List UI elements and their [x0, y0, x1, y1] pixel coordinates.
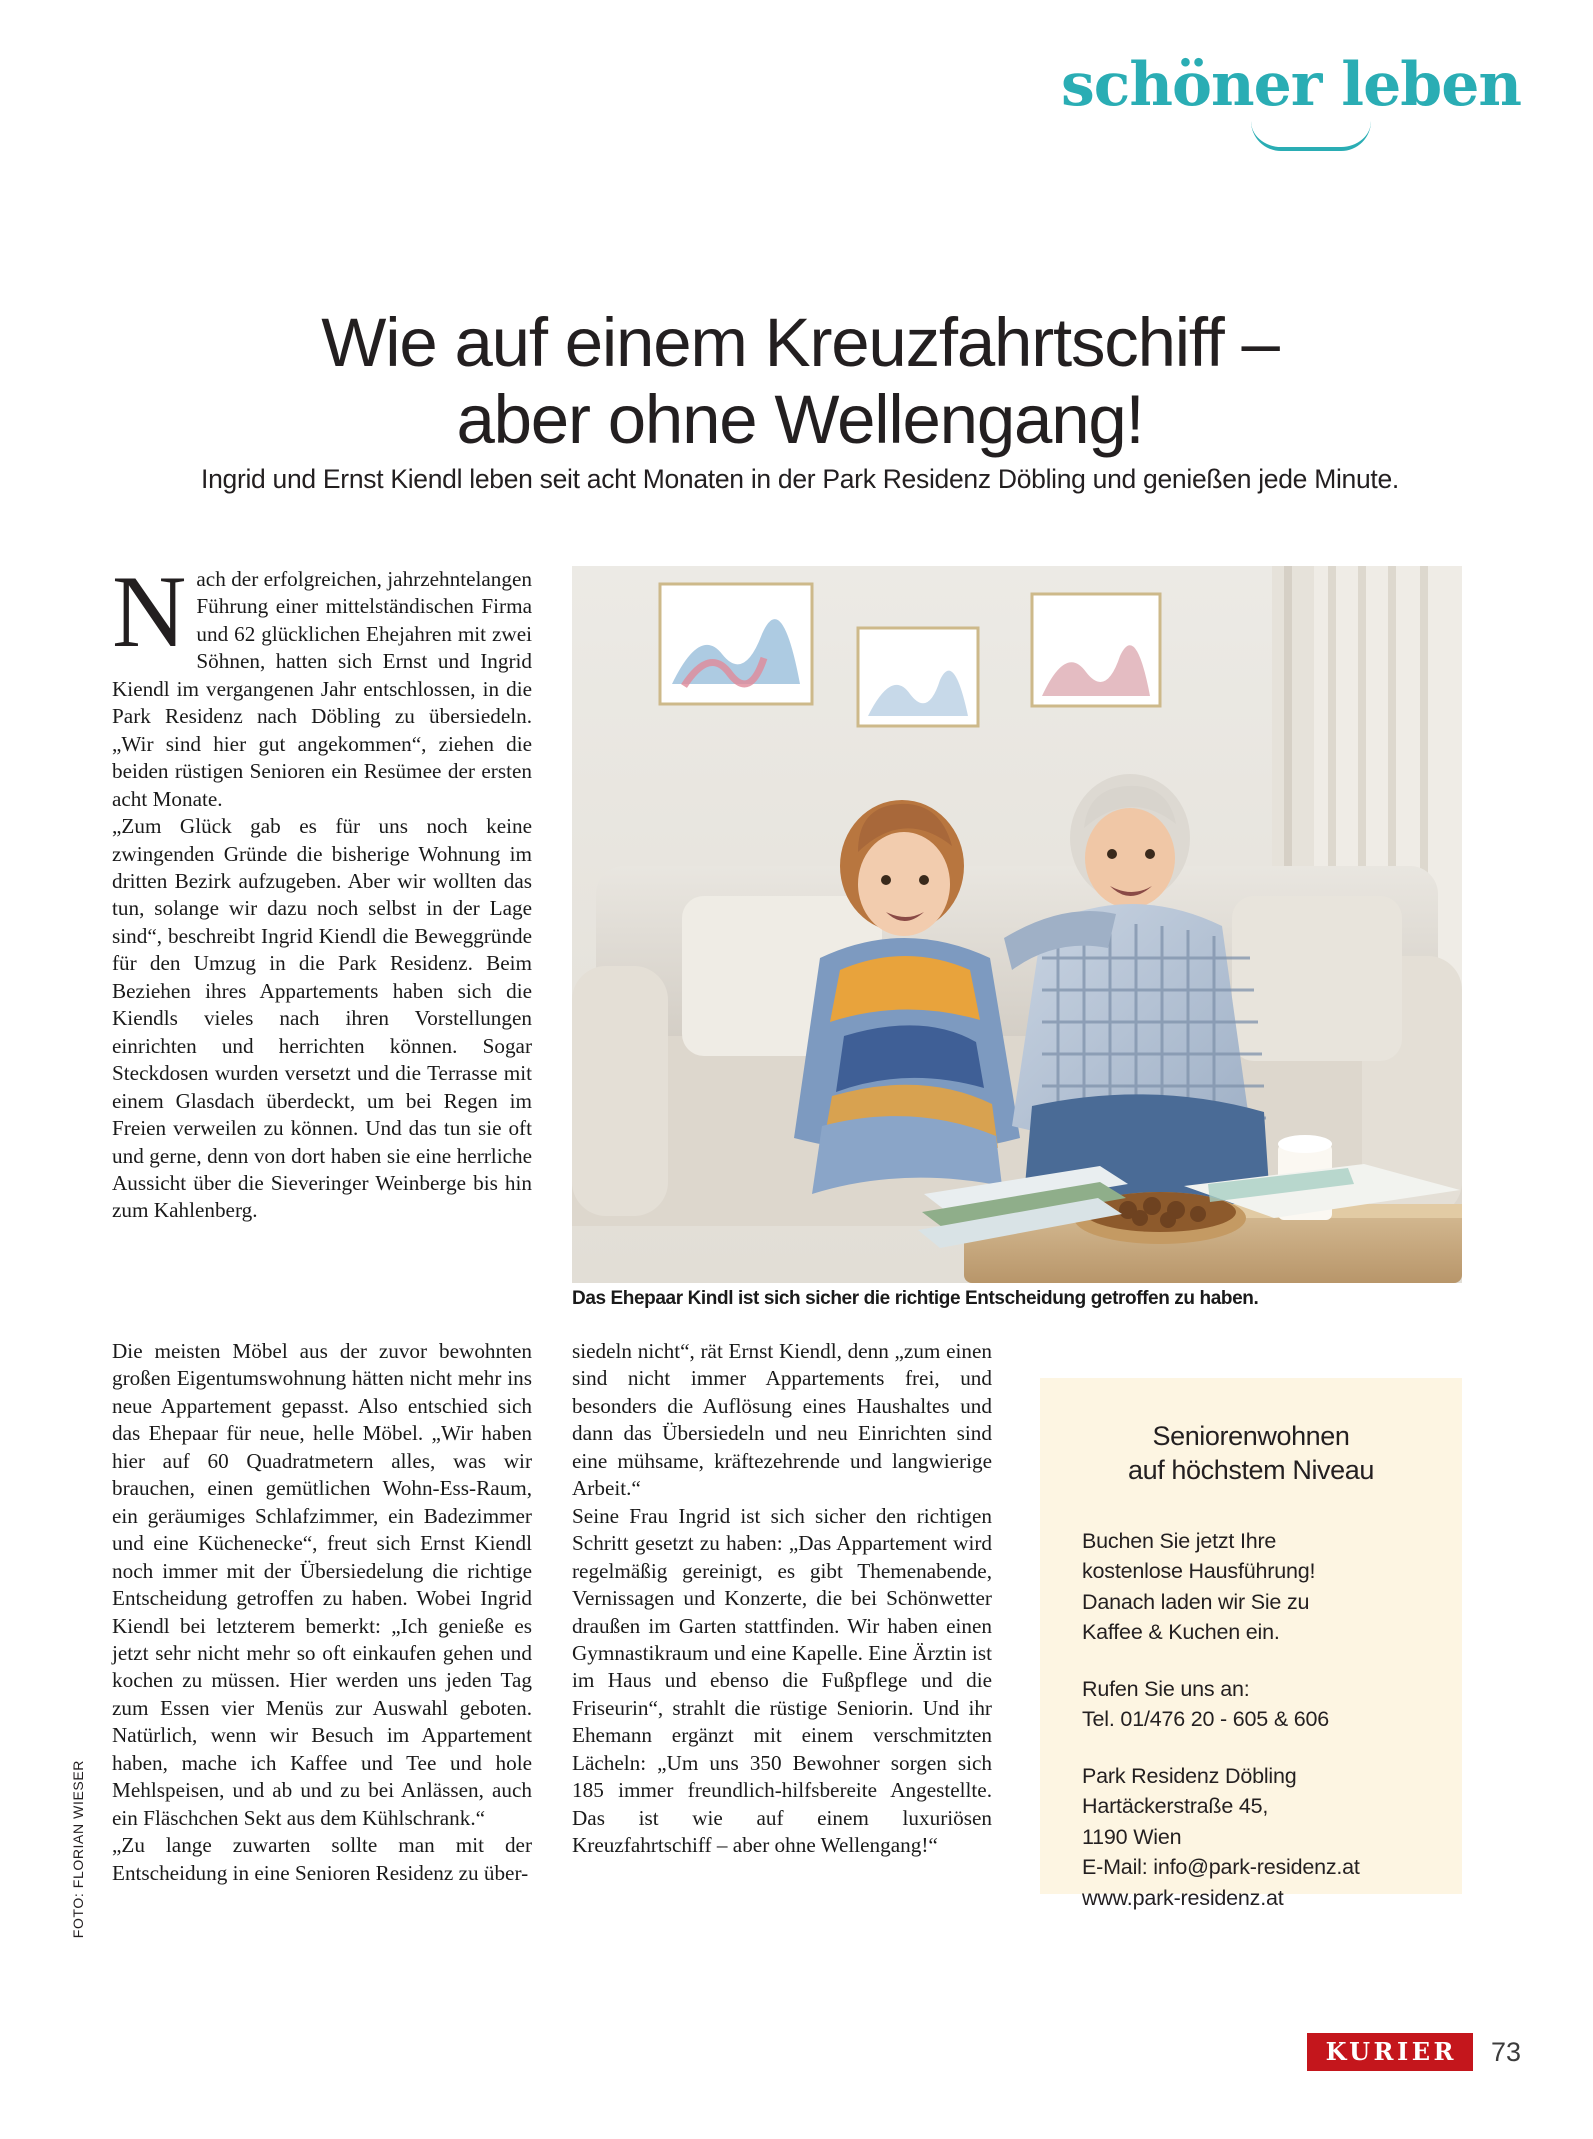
- article-paragraph: Die meisten Möbel aus der zuvor bewohnten großen Eigentumswohnung hätten nicht mehr ins neue Appartement gepasst. Also entschied sich das Ehepaar für neue, helle Möbel. „Wir haben hier auf 60 Quadratmetern alles, was wir brauchen, einen gemütlichen Wohn-Ess-Raum, ein geräumiges Schlafzimmer, ein Badezimmer und eine Küchenecke“, freut sich Ernst Kiendl noch immer mit der Übersiedelung die richtige Entscheidung getroffen zu haben. Wobei Ingrid Kiendl bei letzterem bemerkt: „Ich genieße es jetzt sehr nicht mehr so oft einkaufen gehen und kochen zu müssen. Hier werden uns jeden Tag zum Essen vier Menüs zur Auswahl geboten. Natürlich, wenn wir Besuch im Appartement haben, mache ich Kaffee und Tee und hole Mehlspeisen, und ab und zu bei Anlässen, auch ein Fläschchen Sekt aus dem Kühlschrank.“: [112, 1339, 532, 1830]
- promo-line-1: Buchen Sie jetzt Ihre: [1082, 1528, 1277, 1553]
- page-number: 73: [1490, 2036, 1521, 2067]
- page-footer: [1307, 2033, 1521, 2071]
- headline-line-1: Wie auf einem Kreuzfahrtschiff –: [321, 304, 1279, 382]
- info-box: [1040, 1378, 1462, 1910]
- promo-line-2: kostenlose Hausführung!: [1082, 1559, 1316, 1584]
- kurier-logo: KURIER: [1307, 2033, 1473, 2071]
- phone-label: Rufen Sie uns an:: [1082, 1676, 1250, 1701]
- phone-number[interactable]: Tel. 01/476 20 - 605 & 606: [1082, 1707, 1330, 1732]
- info-box-title: [1040, 1420, 1462, 1488]
- article-column-1-lower: [112, 1338, 532, 1887]
- masthead: [1051, 50, 1521, 145]
- info-box-address: [1082, 1761, 1462, 1914]
- article-column-2: [572, 1338, 992, 1860]
- page-title: [110, 304, 1490, 459]
- info-box-body: [1082, 1526, 1462, 1914]
- info-box-promo: [1082, 1526, 1462, 1648]
- email-link[interactable]: E-Mail: info@park-residenz.at: [1082, 1855, 1360, 1880]
- promo-line-4: Kaffee & Kuchen ein.: [1082, 1620, 1280, 1645]
- website-link[interactable]: www.park-residenz.at: [1082, 1885, 1284, 1910]
- article-photo: [572, 566, 1462, 1283]
- article-paragraph: „Zu lange zuwarten sollte man mit der Entscheidung in eine Senioren Residenz zu über-: [112, 1833, 532, 1885]
- address-city: 1190 Wien: [1082, 1824, 1182, 1849]
- info-box-title-line-1: Seniorenwohnen: [1152, 1421, 1350, 1451]
- promo-line-3: Danach laden wir Sie zu: [1082, 1589, 1310, 1614]
- address-street: Hartäckerstraße 45,: [1082, 1794, 1269, 1819]
- article-paragraph: siedeln nicht“, rät Ernst Kiendl, denn „zum einen sind nicht immer Appartements frei, und besonders die Auflösung eines Haushaltes und dann das Übersiedeln und neu Einrichten sind eine mühsame, kräftezehrende und langwierige Arbeit.“: [572, 1339, 992, 1501]
- info-box-title-line-2: auf höchstem Niveau: [1127, 1454, 1375, 1485]
- article-column-1: [112, 555, 532, 1225]
- info-box-phone: [1082, 1674, 1462, 1735]
- drop-cap: N: [112, 555, 187, 669]
- article-paragraph: Seine Frau Ingrid ist sich sicher den richtigen Schritt gesetzt zu haben: „Das Appartement wird regelmäßig gereinigt, es gibt Themenabende, Vernissagen und Konzerte, die bei Schönwetter draußen im Garten stattfinden. Wir haben einen Gymnastikraum und eine Kapelle. Eine Ärztin ist im Haus und ebenso die Fußpflege und die Friseurin“, strahlt die rüstige Seniorin. Und ihr Ehemann ergänzt mit einem verschmitzten Lächeln: „Um uns 350 Bewohner sorgen sich 185 immer freundlich-hilfsbereite Angestellte. Das ist wie auf einem luxuriösen Kreuzfahrtschiff – aber ohne Wellengang!“: [572, 1503, 992, 1858]
- photo-credit: FOTO: FLORIAN WIESER: [70, 1760, 86, 1939]
- headline-line-2: aber ohne Wellengang!: [456, 381, 1144, 459]
- subheadline: Ingrid und Ernst Kiendl leben seit acht Monaten in der Park Residenz Döbling und genießen jede Minute.: [201, 464, 1399, 494]
- photo-caption: Das Ehepaar Kindl ist sich sicher die richtige Entscheidung getroffen zu haben.: [572, 1288, 1259, 1309]
- masthead-title: schöner leben: [1061, 50, 1521, 120]
- address-name: Park Residenz Döbling: [1082, 1763, 1297, 1788]
- article-paragraph-text: ach der erfolgreichen, jahrzehntelangen Führung einer mittelständischen Firma und 62 glücklichen Ehejahren mit zwei Söhnen, hatten sich Ernst und Ingrid Kiendl im vergangenen Jahr entschlossen, in die Park Residenz nach Döbling zu übersiedeln. „Wir sind hier gut angekommen“, ziehen die beiden rüstigen Senioren ein Resümee der ersten acht Monate.: [112, 567, 532, 811]
- masthead-swash-underline: [1251, 121, 1371, 151]
- article-paragraph: [112, 555, 532, 813]
- photo-illustration: [572, 566, 1462, 1283]
- article-paragraph: „Zum Glück gab es für uns noch keine zwingenden Gründe die bisherige Wohnung im dritten Bezirk aufzugeben. Aber wir wollten das tun, solange wir dazu noch selbst in der Lage sind“, beschreibt Ingrid Kiendl die Beweggründe für den Umzug in die Park Residenz. Beim Beziehen ihres Appartements haben sich die Kiendls vieles nach ihren Vorstellungen einrichten und herrichten können. Sogar Steckdosen wurden versetzt und die Terrasse mit einem Glasdach überdeckt, um bei Regen im Freien verweilen zu können. Und das tun sie oft und gerne, denn von dort haben sie eine herrliche Aussicht über die Sieveringer Weinberge bis hin zum Kahlenberg.: [112, 814, 532, 1223]
